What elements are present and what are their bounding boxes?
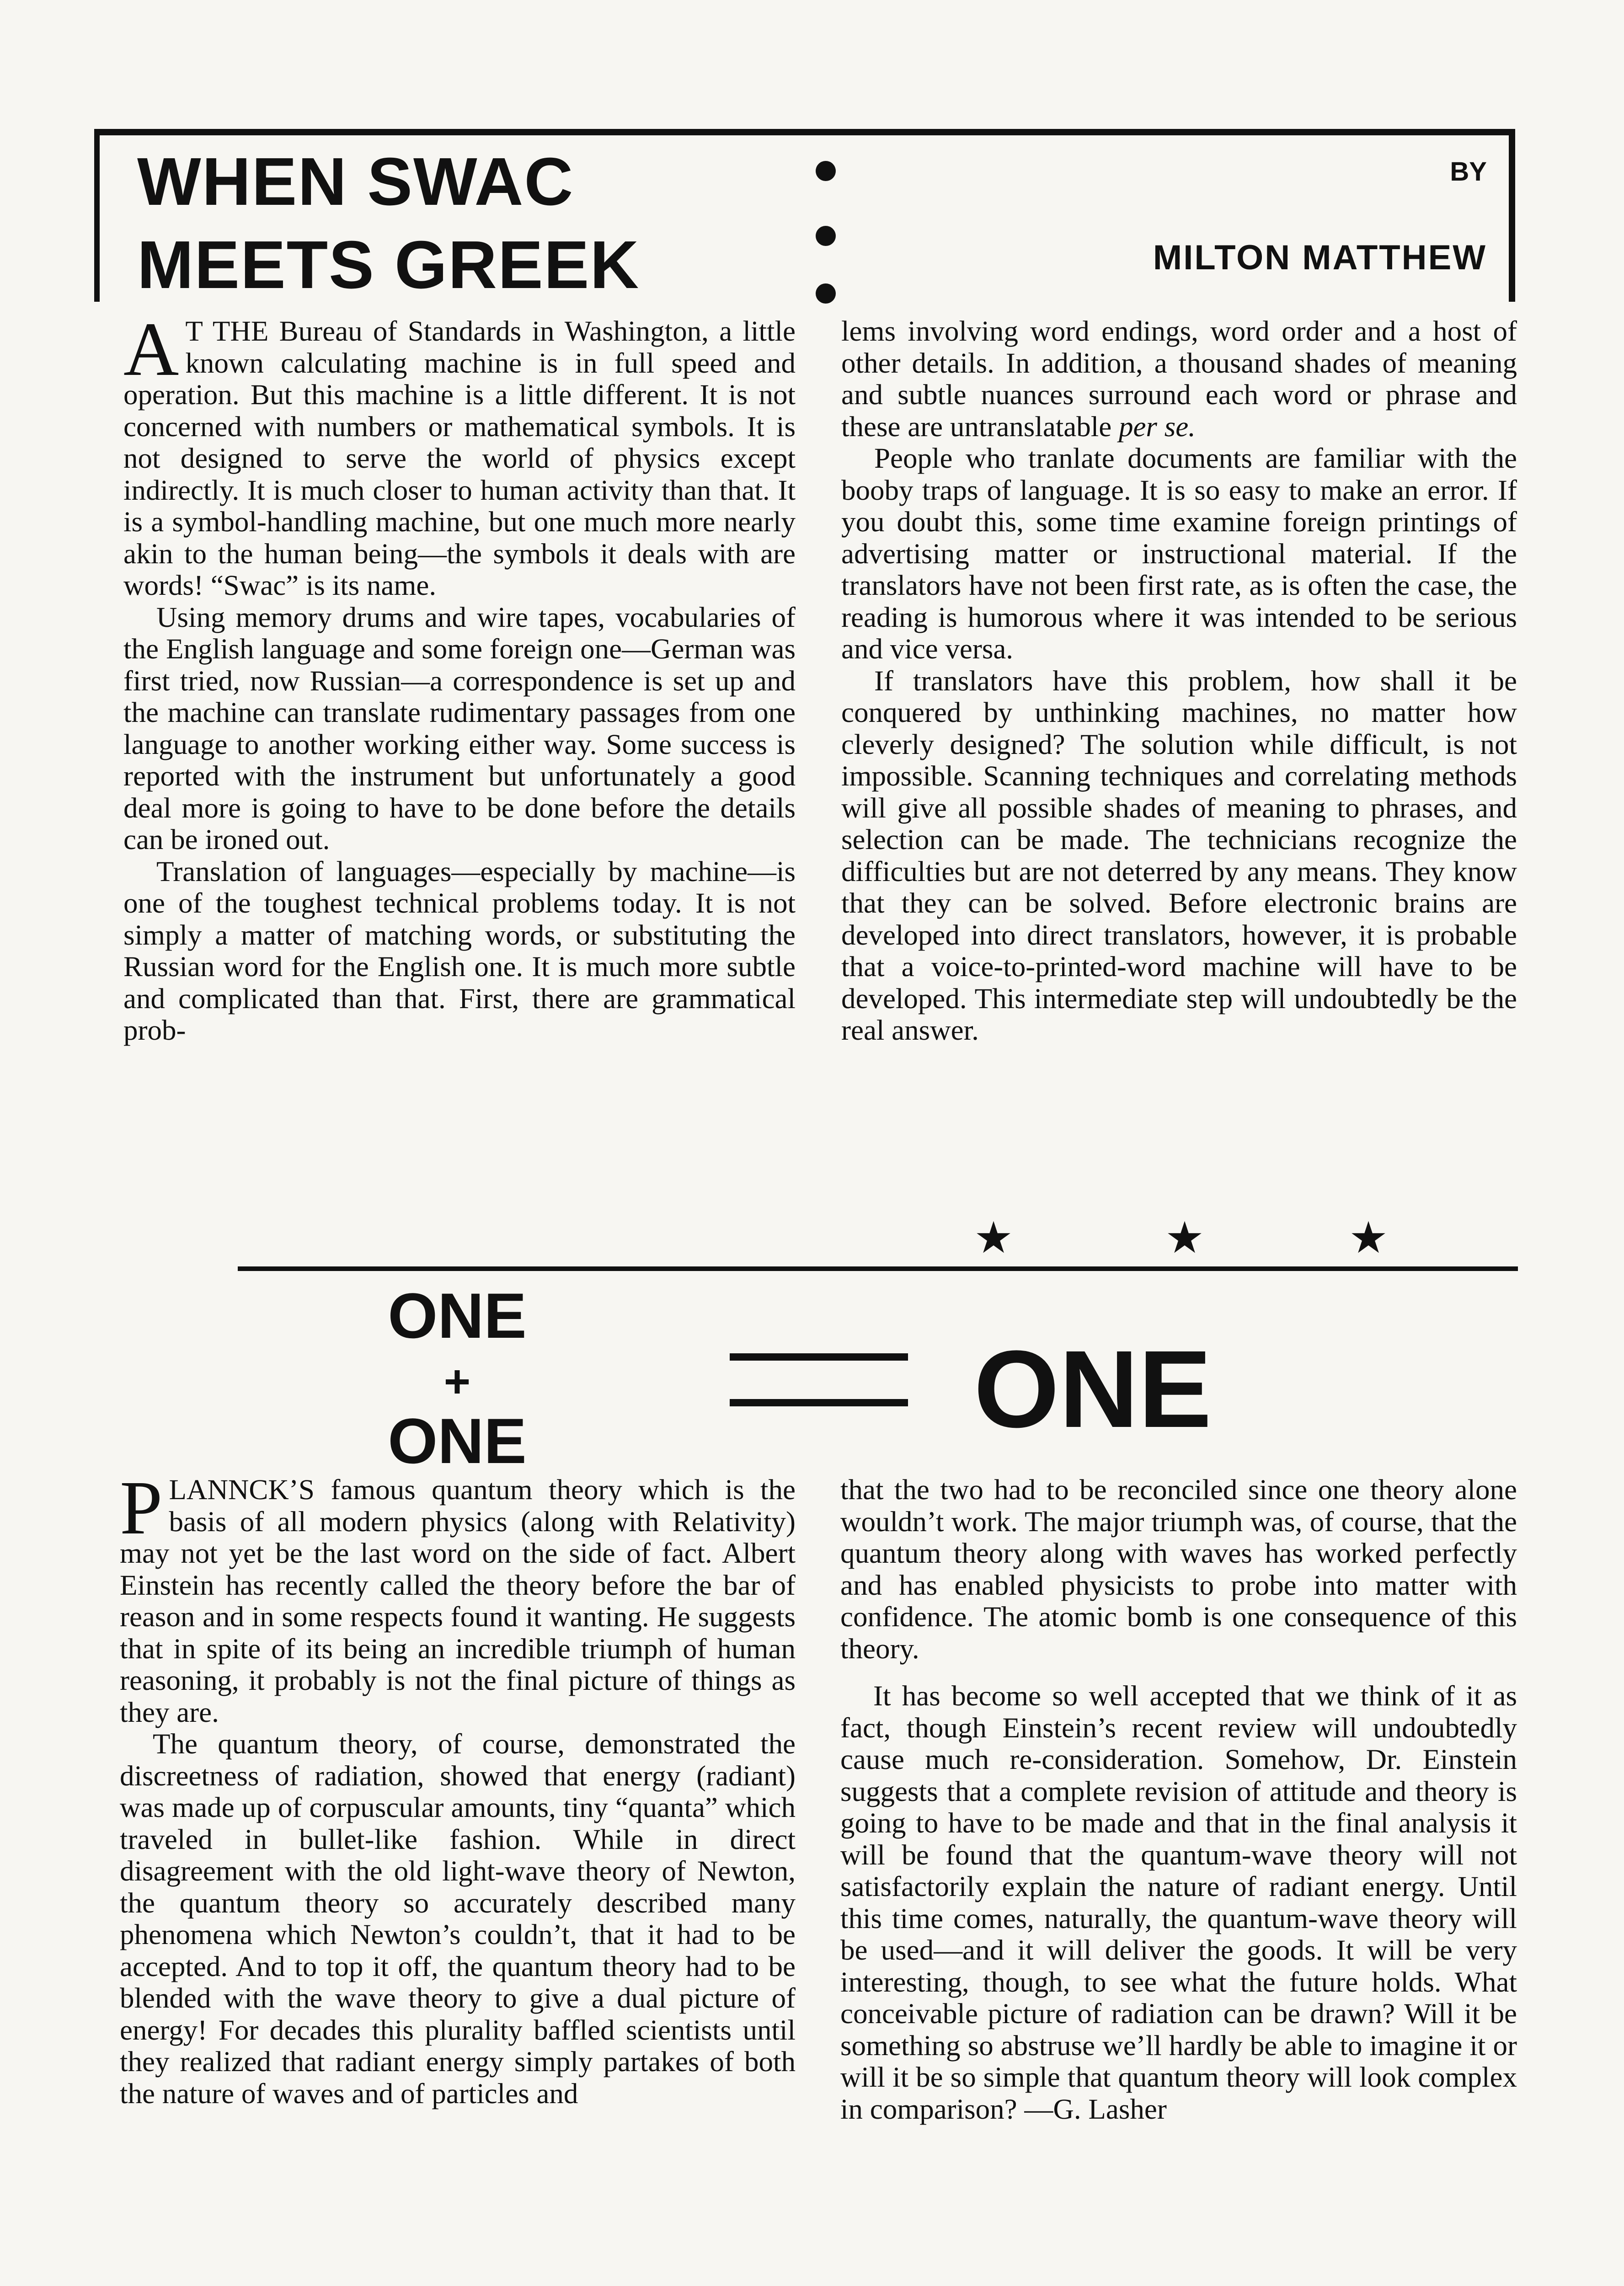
section-divider (238, 1266, 1518, 1271)
headline-line-2: MEETS GREEK (137, 227, 640, 303)
paragraph: The quantum theory, of course, demonstrated the discreetness of radiation, showed that energy (radiant) was made up of corpuscular amounts, tiny “quanta” which traveled in bullet-like fashion. While in direct disagreement with the old light-wave theory of Newton, the quantum theory so accurately described many phenomena which Newton’s couldn’t, that it had to be accepted. And to top it off, the quantum theory had to be blended with the wave theory to give a dual picture of energy! For decades this plurality baffled scientists until they realized that radiant energy simply partakes of both the nature of waves and of particles and (120, 1728, 796, 2110)
headline-one-top: ONE (388, 1280, 527, 1351)
headline-result: ONE (974, 1328, 1212, 1450)
bullet-dot-icon (816, 161, 836, 181)
paragraph-text: T THE Bureau of Standards in Washington, a little known calculating machine is in full speed and operation. But this machine is a little different. It is not concerned with numbers or mathematical symbols. It is not designed to serve the world of physics except indirectly. It is much closer to human activity than that. It is a symbol-handling machine, but one much more nearly akin to the human being—the symbols it deals with are words! “Swac” is its name. (123, 315, 796, 601)
star-icon: ★ (1165, 1213, 1205, 1262)
paragraph: Using memory drums and wire tapes, vocabularies of the English language and some foreign one—German was first tried, now Russian—a correspondence is set up and the machine can translate rudimentary passages from one language to another working either way. Some success is reported with the instrument but unfortunately a good deal more is going to have to be done before the details can be ironed out. (123, 601, 796, 855)
bullet-dot-icon (816, 283, 836, 304)
paragraph: that the two had to be reconciled since one theory alone wouldn’t work. The major triumph was, of course, that the quantum theory along with waves has worked perfectly and has enabled physicists to probe into matter with confidence. The atomic bomb is one consequence of this theory. (840, 1474, 1517, 1665)
byline-label: BY (1450, 157, 1487, 187)
plus-sign: + (443, 1356, 471, 1407)
author-signature: —G. Lasher (1024, 2093, 1167, 2125)
paragraph (840, 1680, 1517, 2125)
paragraph-text: It has become so well accepted that we think of it as fact, though Einstein’s recent review will undoubtedly cause much re-consideration. Somehow, Dr. Einstein suggests that a complete revision of attitude and theory is going to have to be made and that in the final analysis it will be found that the quantum-wave theory will not satisfactorily explain the nature of radiant energy. Until this time comes, naturally, the quantum-wave theory will be used—and it will deliver the goods. It will be very interesting, though, to see what the future holds. What conceivable picture of radiation can be drawn? Will it be something so abstruse we’ll hardly be able to imagine it or will it be so simple that quantum theory will look complex in comparison? (840, 1680, 1517, 2125)
paragraph: Translation of languages—especially by machine—is one of the toughest technical problems today. It is not simply a matter of matching words, or substituting the Russian word for the English one. It is much more subtle and complicated than that. First, there are grammatical prob- (123, 855, 796, 1046)
article2-column-right (840, 1474, 1517, 2125)
star-icon: ★ (974, 1213, 1014, 1262)
italic-phrase: per se. (1118, 410, 1196, 443)
bullet-dot-icon (816, 226, 836, 246)
headline-line-1: WHEN SWAC (137, 144, 574, 219)
paragraph-text: LANNCK’S famous quantum theory which is the basis of all modern physics (along with Relativity) may not yet be the last word on the side of fact. Albert Einstein has recently called the theory before the bar of reason and in some respects found it wanting. He suggests that in spite of its being an incredible triumph of human reasoning, it probably is not the final picture of things as they are. (120, 1474, 796, 1728)
article2-column-left (120, 1465, 796, 2110)
paragraph-text: lems involving word endings, word order and a host of other details. In addition, a thousand shades of meaning and subtle nuances surround each word or phrase and these are untranslatable (841, 315, 1517, 443)
paragraph (120, 1465, 796, 1728)
paragraph (841, 315, 1517, 443)
paragraph: If translators have this problem, how shall it be conquered by unthinking machines, no matter how cleverly designed? The solution while difficult, is not impossible. Scanning techniques and correlating methods will give all possible shades of meaning to phrases, and selection can be made. The technicians recognize the difficulties but are not deterred by any means. They know that they can be solved. Before electronic brains are developed into direct translators, however, it is probable that a voice-to-printed-word machine will have to be developed. This intermediate step will undoubtedly be the real answer. (841, 664, 1517, 1046)
headline-one-bottom: ONE (388, 1405, 527, 1477)
article-top-rule (94, 129, 1515, 135)
article-right-rule (1509, 129, 1515, 302)
star-icon: ★ (1349, 1213, 1389, 1262)
equals-bar-top (730, 1353, 908, 1361)
paragraph: People who tranlate documents are familiar with the booby traps of language. It is so easy to make an error. If you doubt this, some time examine foreign printings of advertising matter or instructional material. If the translators have not been first rate, as is often the case, the reading is humorous where it was intended to be serious and vice versa. (841, 442, 1517, 665)
byline-author: MILTON MATTHEW (1153, 238, 1487, 277)
paragraph (123, 307, 796, 602)
equals-bar-bottom (730, 1399, 908, 1406)
article1-column-left (123, 307, 796, 1047)
article1-column-right (841, 315, 1517, 1047)
drop-cap: A (123, 307, 179, 392)
article-left-rule (94, 129, 100, 302)
drop-cap: P (120, 1465, 163, 1550)
